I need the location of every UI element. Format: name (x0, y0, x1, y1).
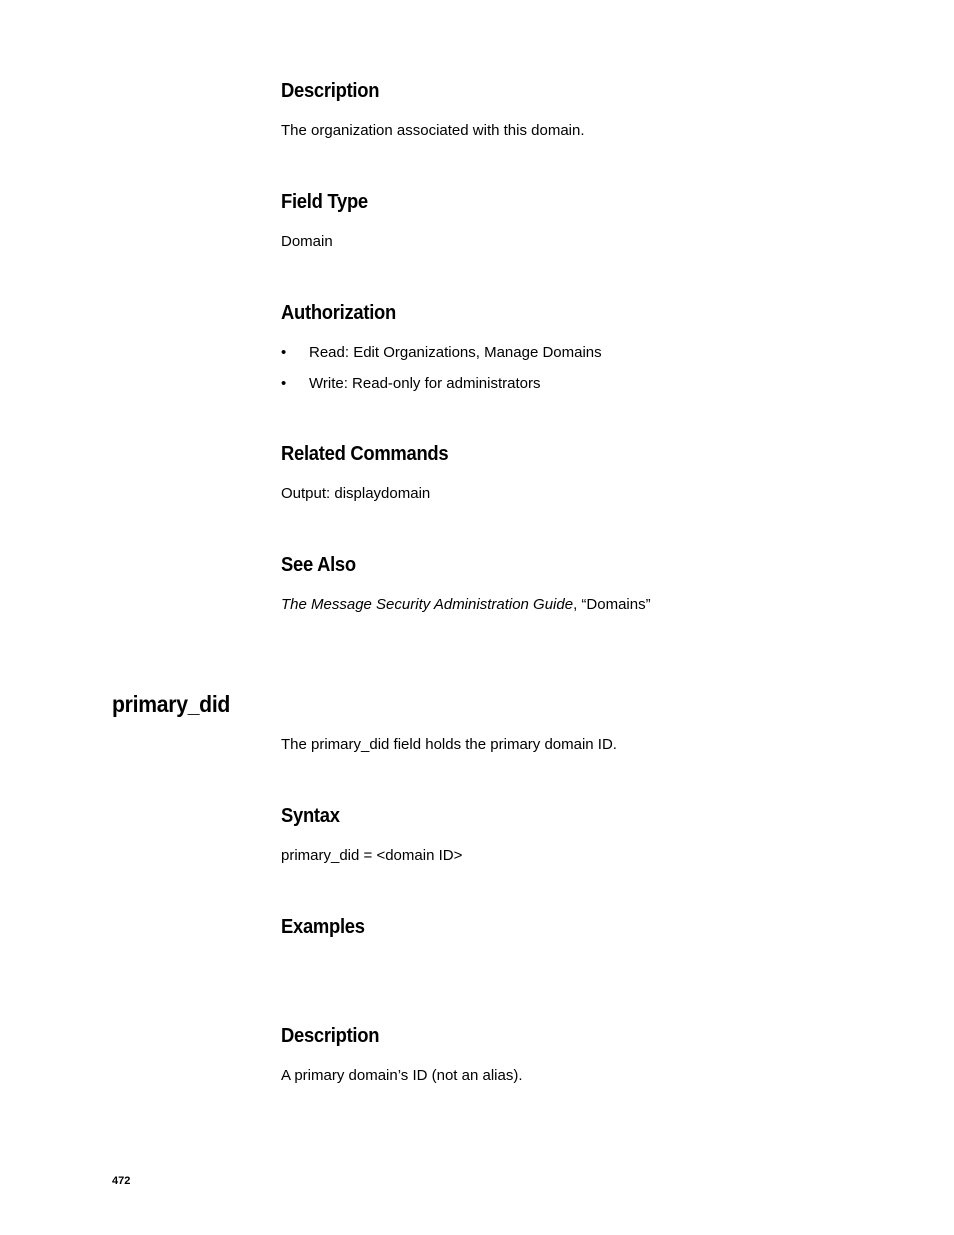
guide-chapter: , “Domains” (573, 596, 651, 613)
examples-heading: Examples (281, 916, 365, 938)
description-text: The organization associated with this domain. (281, 122, 585, 139)
authorization-read: Read: Edit Organizations, Manage Domains (309, 344, 602, 361)
see-also-heading: See Also (281, 554, 356, 576)
related-commands-text: Output: displaydomain (281, 485, 431, 502)
bullet: • (281, 344, 287, 361)
related-commands-heading: Related Commands (281, 443, 449, 465)
description-heading: Description (281, 80, 380, 102)
syntax-text: primary_did = <domain ID> (281, 847, 463, 864)
authorization-heading: Authorization (281, 302, 396, 324)
syntax-heading: Syntax (281, 805, 340, 827)
primary-did-description-text: A primary domain’s ID (not an alias). (281, 1067, 523, 1084)
guide-title: The Message Security Administration Guide (281, 596, 574, 613)
authorization-write: Write: Read-only for administrators (309, 375, 541, 392)
field-type-heading: Field Type (281, 191, 368, 213)
bullet: • (281, 375, 287, 392)
field-type-text: Domain (281, 233, 333, 250)
see-also-text (281, 596, 651, 614)
primary-did-title: primary_did (112, 691, 231, 717)
primary-did-description-heading: Description (281, 1025, 380, 1047)
primary-did-intro: The primary_did field holds the primary domain ID. (281, 736, 617, 753)
page-number: 472 (112, 1175, 131, 1187)
